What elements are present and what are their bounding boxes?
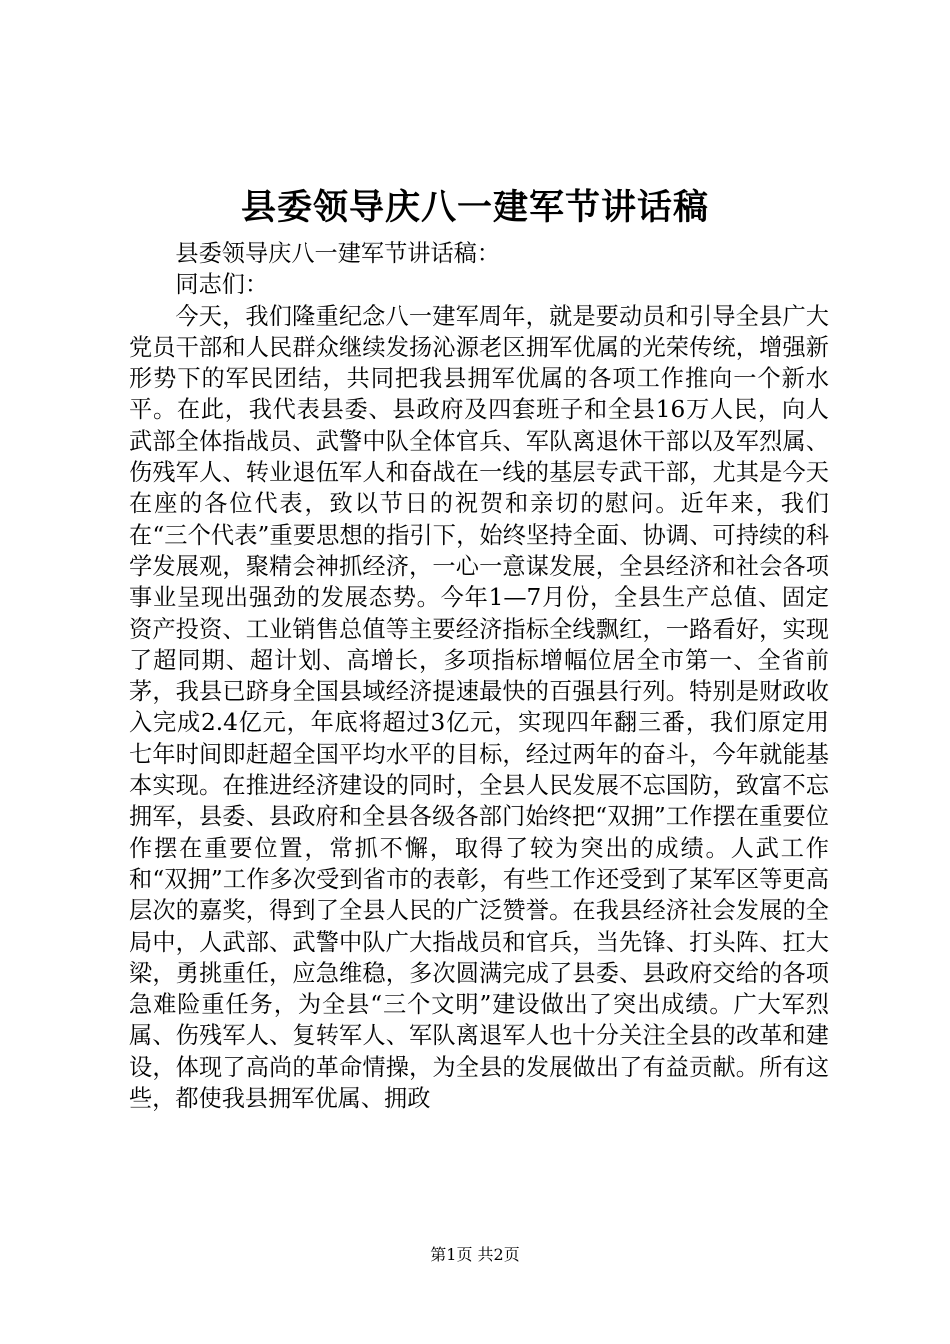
subtitle-line: 县委领导庆八一建军节讲话稿： <box>175 240 501 267</box>
page-footer: 第1页 共2页 <box>430 1245 520 1264</box>
body-paragraph: 今天，我们隆重纪念八一建军周年，就是要动员和引导全县广大党员干部和人民群众继续发扬沁源老区拥军优属的光荣传统，增强新形势下的军民团结，共同把我县拥军优属的各项工作推向一个新水平。在此，我代表县委、县政府及四套班子和全县16万人民，向人武部全体指战员、武警中队全体官兵、军队离退休干部以及军烈属、伤残军人、转业退伍军人和奋战在一线的基层专武干部，尤其是今天在座的各位代表，致以节日的祝贺和亲切的慰问。近年来，我们在“三个代表”重要思想的指引下，始终坚持全面、协调、可持续的科学发展观，聚精会神抓经济，一心一意谋发展，全县经济和社会各项事业呈现出强劲的发展态势。今年1—7月份，全县生产总值、固定资产投资、工业销售总值等主要经济指标全线飘红，一路看好，实现了超同期、超计划、高增长，多项指标增幅位居全市第一、全省前茅，我县已跻身全国县域经济提速最快的百强县行列。特别是财政收入完成2.4亿元，年底将超过3亿元，实现四年翻三番，我们原定用七年时间即赶超全国平均水平的目标，经过两年的奋斗，今年就能基本实现。在推进经济建设的同时，全县人民发展不忘国防，致富不忘拥军，县委、县政府和全县各级各部门始终把“双拥”工作摆在重要位作摆在重要位置，常抓不懈，取得了较为突出的成绩。人武工作和“双拥”工作多次受到省市的表彰，有些工作还受到了某军区等更高层次的嘉奖，得到了全县人民的广泛赞誉。在我县经济社会发展的全局中，人武部、武警中队广大指战员和官兵，当先锋、打头阵、扛大梁，勇挑重任，应急维稳，多次圆满完成了县委、县政府交给的各项急难险重任务，为全县“三个文明”建设做出了突出成绩。广大军烈属、伤残军人、复转军人、军队离退军人也十分关注全县的改革和建设，体现了高尚的革命情操，为全县的发展做出了有益贡献。所有这些，都使我县拥军优属、拥政 <box>129 302 829 1113</box>
document-body <box>129 238 829 1114</box>
salutation-line: 同志们： <box>175 271 269 299</box>
document-title: 县委领导庆八一建军节讲话稿 <box>240 187 709 228</box>
